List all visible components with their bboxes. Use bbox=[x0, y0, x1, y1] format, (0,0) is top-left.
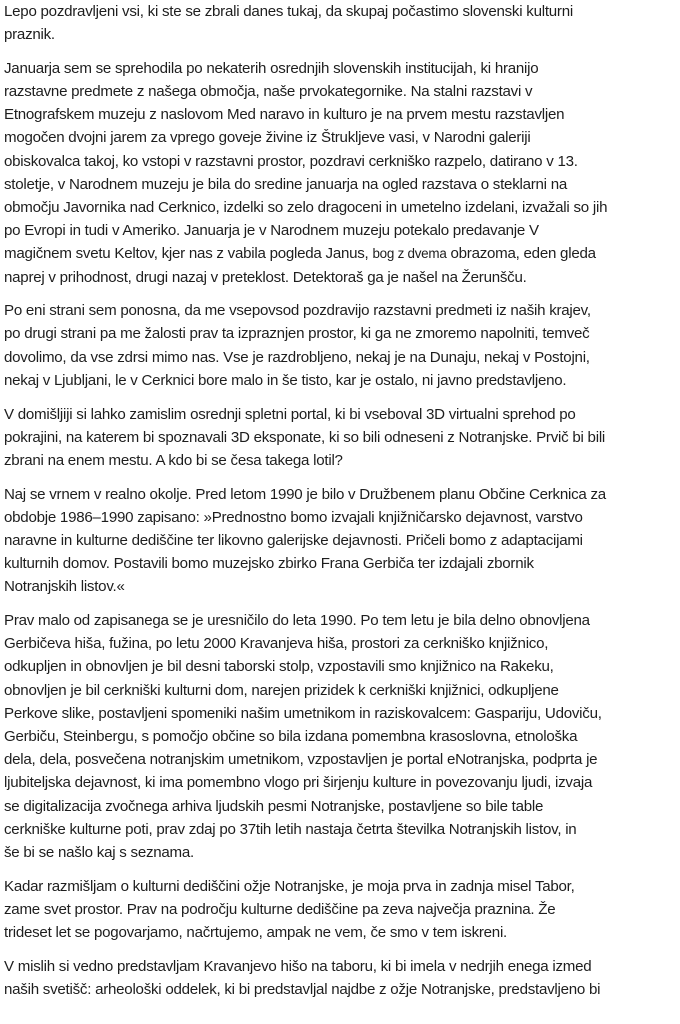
text-line: mogočen dvojni jarem za vprego goveje živine iz Štrukljeve vasi, v Narodni galeriji bbox=[4, 129, 531, 147]
document-body bbox=[4, 0, 680, 1012]
text-line: naravne in kulturne dediščine ter likovno galerijske dejavnosti. Pričeli bomo z adaptacijami bbox=[4, 531, 583, 549]
text-line: Naj se vrnem v realno okolje. Pred letom 1990 je bilo v Družbenem planu Občine Cerknica za bbox=[4, 485, 606, 503]
text-line: Gerbičeva hiša, fužina, po letu 2000 Kravanjeva hiša, prostori za cerkniško knjižnico, bbox=[4, 635, 549, 653]
text-line: V mislih si vedno predstavljam Kravanjevo hišo na taboru, ki bi imela v nedrjih enega izmed bbox=[4, 957, 592, 975]
text-line: Lepo pozdravljeni vsi, ki ste se zbrali danes tukaj, da skupaj počastimo slovenski kulturni bbox=[4, 3, 573, 20]
text-line: naprej v prihodnost, drugi nazaj v preteklost. Detektoraš ga je našel na Žerunšču. bbox=[4, 268, 527, 286]
text-line: stoletje, v Narodnem muzeju je bila do sredine januarja na ogled razstava o steklarni na bbox=[4, 175, 568, 193]
text-line: praznik. bbox=[4, 26, 55, 44]
text-line: obiskovalca takoj, ko vstopi v razstavni prostor, pozdravi cerkniško razpelo, datirano v 13. bbox=[4, 152, 578, 170]
text-line: Po eni strani sem ponosna, da me vsepovsod pozdravijo razstavni predmeti iz naših krajev, bbox=[4, 302, 591, 320]
text-line: odkupljen in obnovljen je bil desni taborski stolp, vzpostavili smo knjižnico na Rakeku, bbox=[4, 658, 554, 676]
text-line: trideset let se pogovarjamo, načrtujemo, ampak ne vem, če smo v tem iskreni. bbox=[4, 923, 507, 941]
paragraph-greeting bbox=[4, 0, 680, 46]
text-line: Januarja sem se sprehodila po nekaterih osrednjih slovenskih institucijah, ki hranijo bbox=[4, 59, 539, 77]
text-line: Notranjskih listov.« bbox=[4, 578, 125, 596]
text-line: Prav malo od zapisanega se je uresničilo do leta 1990. Po tem letu je bila delno obnovljena bbox=[4, 612, 590, 629]
text-line: po drugi strani pa me žalosti prav ta izpraznjen prostor, ki ga ne zmoremo napolniti, temveč bbox=[4, 325, 590, 343]
text-line bbox=[4, 242, 676, 265]
text-run: magičnem svetu Keltov, kjer nas z vabila pogleda Janus, bbox=[4, 245, 373, 263]
text-run-small: bog z dvema bbox=[372, 246, 447, 262]
text-line: zame svet prostor. Prav na področju kulturne dediščine pa zeva največja praznina. Že bbox=[4, 900, 556, 918]
text-line: obnovljen je bil cerkniški kulturni dom, narejen prizidek k cerkniški knjižnici, odkupljene bbox=[4, 681, 559, 699]
text-line: kulturnih domov. Postavili bomo muzejsko zbirko Frana Gerbiča ter izdajali zbornik bbox=[4, 555, 534, 573]
text-line: V domišljiji si lahko zamislim osrednji spletni portal, ki bi vseboval 3D virtualni sprehod po bbox=[4, 405, 576, 423]
text-line: ljubiteljska dejavnost, ki ima pomembno vlogo pri širjenju kulture in povezovanju ljudi, izvaja bbox=[4, 774, 593, 792]
text-line: Gerbiču, Steinbergu, s pomočjo občine so bila izdana pomembna krasoslovna, etnološka bbox=[4, 727, 578, 745]
text-line: dovolimo, da vse zdrsi mimo nas. Vse je razdrobljeno, nekaj je na Dunaju, nekaj v Postojni, bbox=[4, 348, 590, 366]
text-line: Perkove slike, postavljeni spomeniki našim umetnikom in raziskovalcem: Gaspariju, Udoviču, bbox=[4, 704, 602, 722]
text-line: pokrajini, na katerem bi spoznavali 3D eksponate, ki so bili odneseni z Notranjske. Prvič bi bili bbox=[4, 428, 606, 446]
text-line: Kadar razmišljam o kulturni dediščini ožje Notranjske, je moja prva in zadnja misel Tabor, bbox=[4, 877, 575, 895]
text-line: območju Javornika nad Cerknico, izdelki so zelo dragoceni in umetelno izdelani, izvažali so jih bbox=[4, 199, 608, 216]
text-line: se digitalizacija zvočnega arhiva ljudskih pesmi Notranjske, postavljene so bile table bbox=[4, 797, 544, 815]
paragraph-institutions bbox=[4, 57, 680, 289]
paragraph-imagination bbox=[4, 403, 680, 473]
text-line: cerkniške kulturne poti, prav zdaj po 37tih letih nastaja četrta številka Notranjskih listov, in bbox=[4, 820, 577, 838]
text-line: še bi se našlo kaj s seznama. bbox=[4, 843, 194, 861]
text-line: zbrani na enem mestu. A kdo bi se česa takega lotil? bbox=[4, 451, 343, 469]
paragraph-tabor bbox=[4, 875, 680, 945]
text-line: po Evropi in tudi v Ameriko. Januarja je v Narodnem muzeju potekalo predavanje V bbox=[4, 222, 539, 240]
text-line: naših svetišč: arheološki oddelek, ki bi predstavljal najdbe z ožje Notranjske, predstavljeno bi bbox=[4, 980, 601, 998]
text-line: dela, dela, posvečena notranjskim umetnikom, vzpostavljen je portal eNotranjska, podprta je bbox=[4, 751, 598, 769]
paragraph-plan bbox=[4, 483, 680, 599]
text-line: razstavne predmete z našega območja, naše prvokategornike. Na stalni razstavi v bbox=[4, 83, 533, 101]
text-run: obrazoma, eden gleda bbox=[446, 245, 596, 263]
text-line: nekaj v Ljubljani, le v Cerknici bore malo in še tisto, kar je ostalo, ni javno predstavljeno. bbox=[4, 371, 567, 389]
text-line: Etnografskem muzeju z naslovom Med naravo in kulturo je na prvem mestu razstavljen bbox=[4, 106, 565, 124]
paragraph-pride bbox=[4, 299, 680, 392]
paragraph-kravanjeva bbox=[4, 955, 680, 1001]
text-line: obdobje 1986–1990 zapisano: »Prednostno bomo izvajali knjižničarsko dejavnost, varstvo bbox=[4, 508, 583, 526]
paragraph-achievements bbox=[4, 609, 680, 864]
